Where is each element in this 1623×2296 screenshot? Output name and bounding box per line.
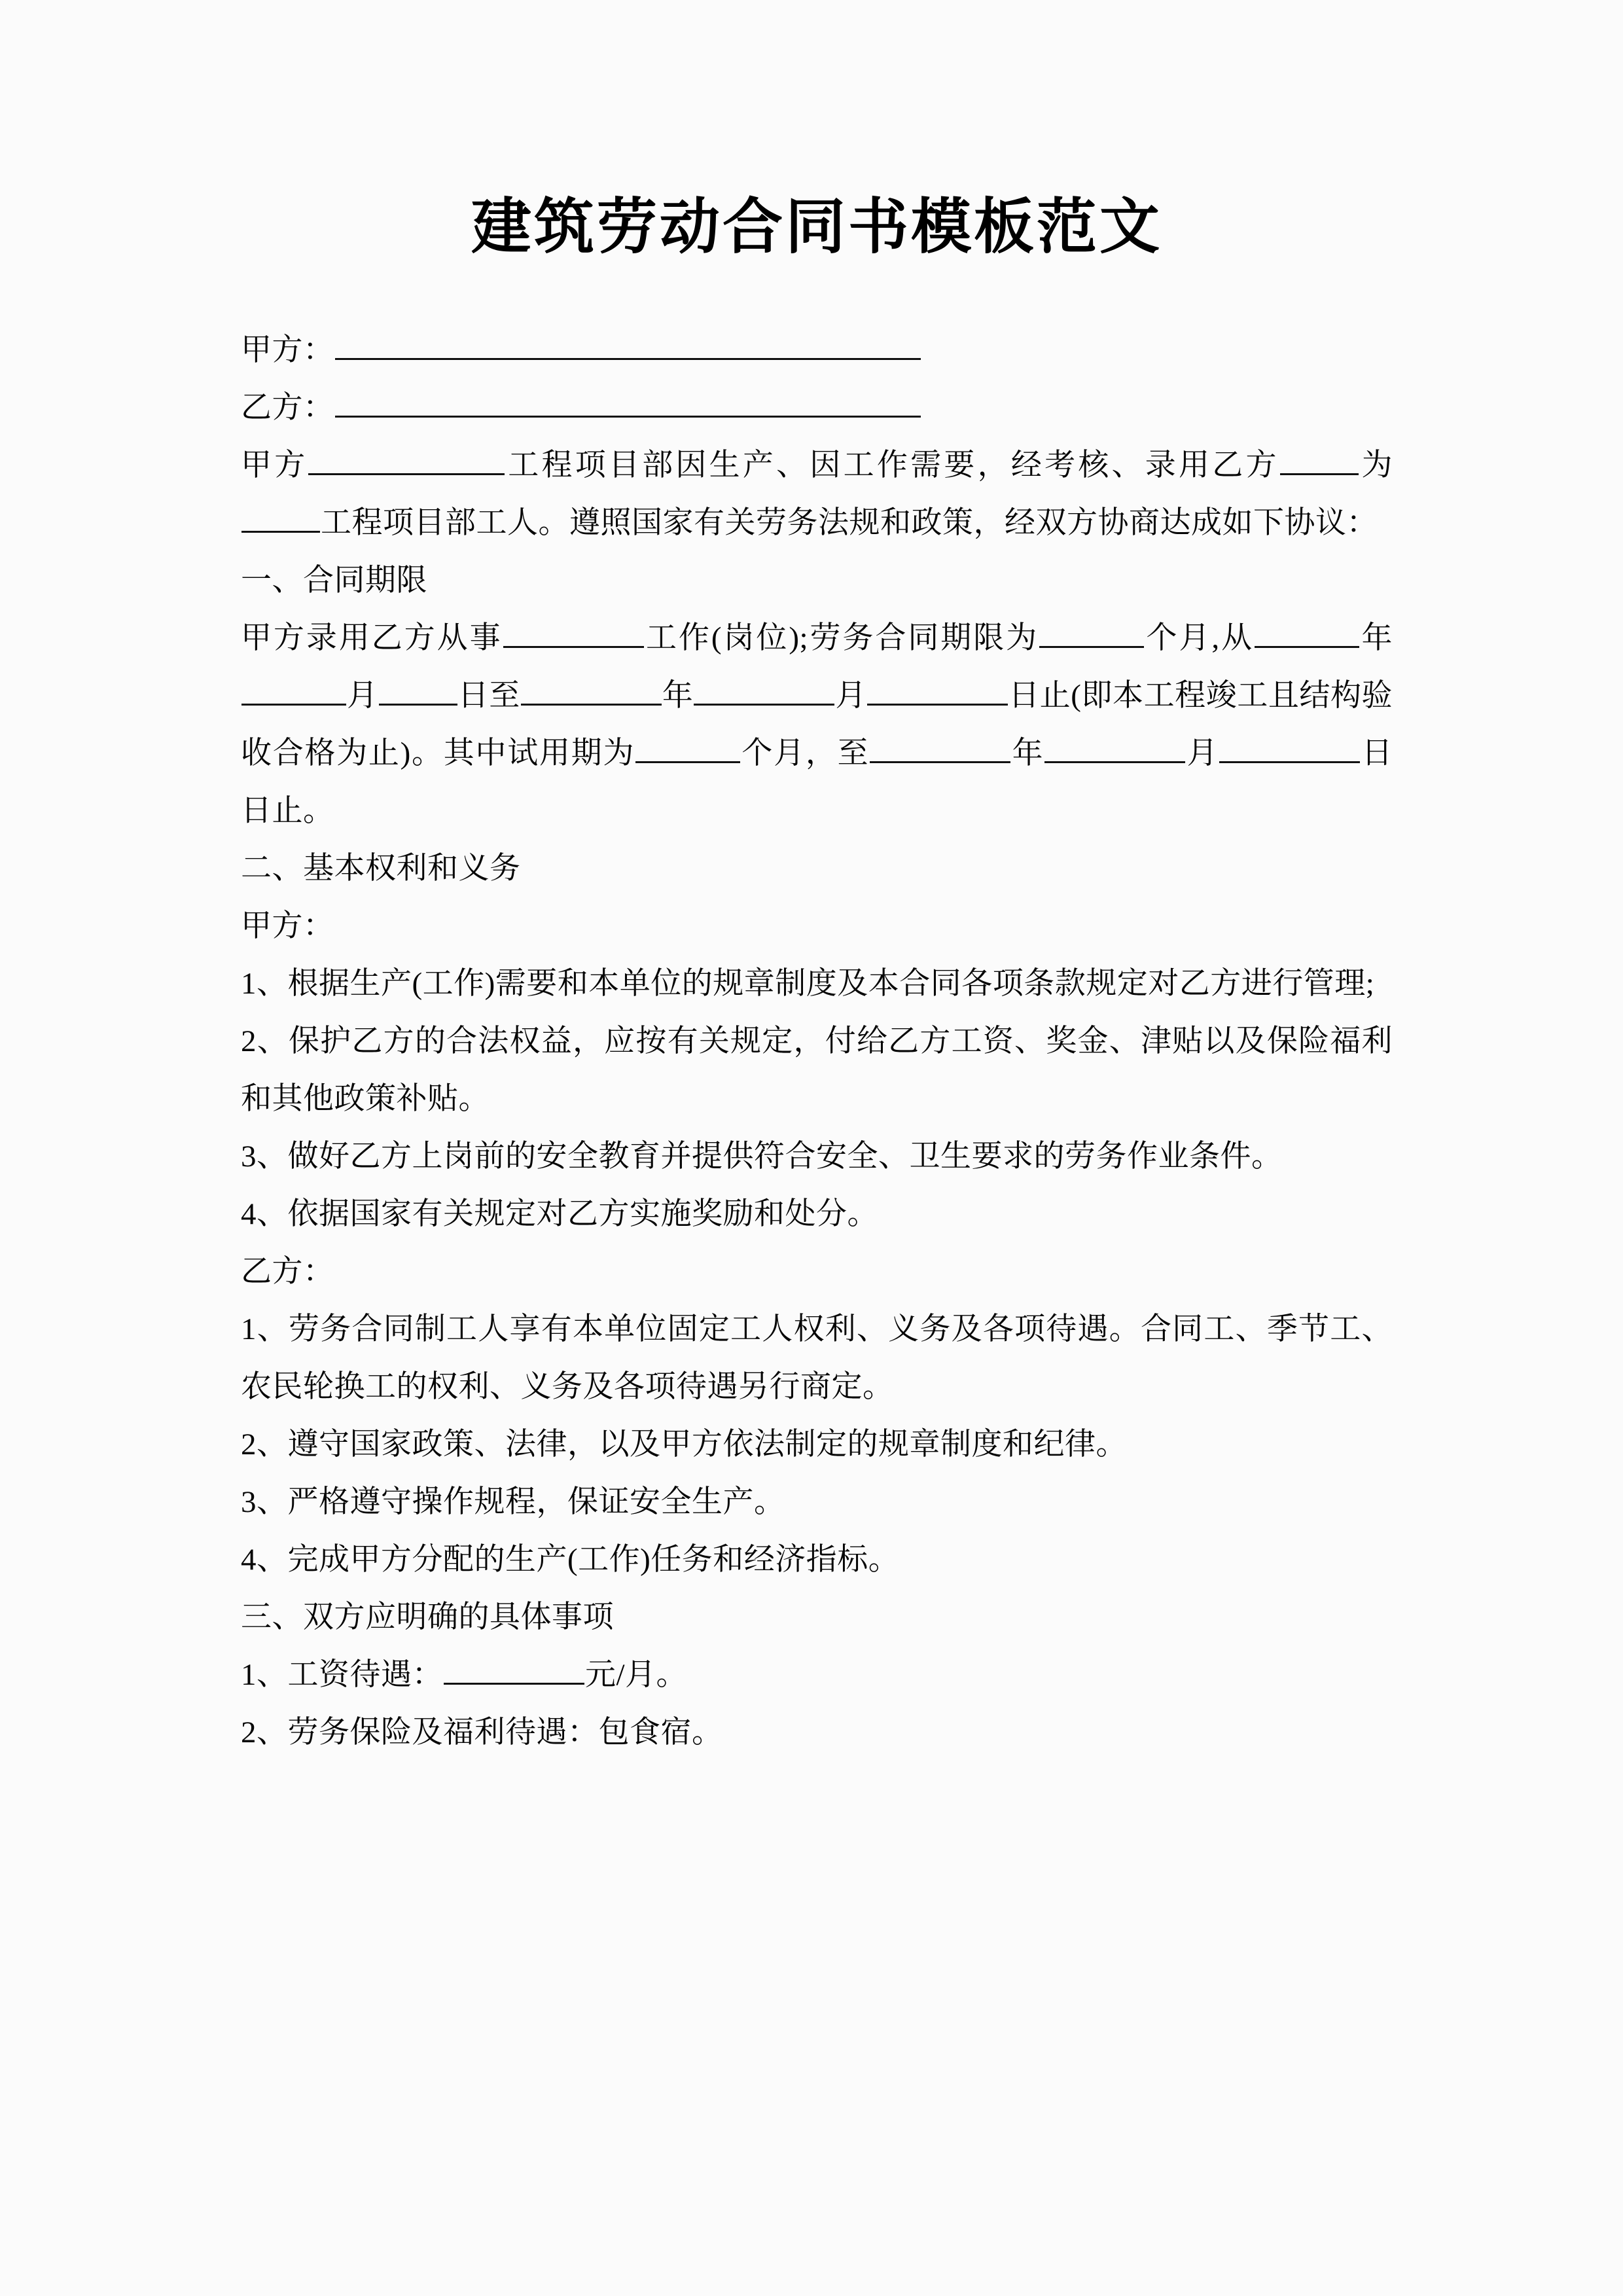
party-b-item-4: 4、完成甲方分配的生产(工作)任务和经济指标。: [241, 1543, 900, 1577]
term-text-1: 甲方录用乙方从事: [241, 621, 503, 655]
term-text-6: 日至: [457, 679, 520, 713]
term-blank-end-month[interactable]: [694, 674, 834, 706]
term-text-12: 月: [1186, 736, 1219, 770]
party-a-signature-line: [241, 321, 1393, 379]
document-body: [241, 0, 1393, 1761]
term-blank-start-month[interactable]: [241, 674, 346, 706]
preamble-text-4: 工程项目部工人。遵照国家有关劳务法规和政策，经双方协商达成如下协议：: [321, 506, 1378, 540]
term-text-13: 日日止。: [241, 736, 1393, 828]
term-blank-probation-year[interactable]: [870, 732, 1010, 763]
term-blank-start-day[interactable]: [379, 674, 457, 706]
term-blank-probation-months[interactable]: [635, 732, 740, 763]
preamble-paragraph: [241, 437, 1393, 552]
preamble-blank-partyb[interactable]: [1280, 444, 1359, 475]
party-a-item-1: 1、根据生产(工作)需要和本单位的规章制度及本合同各项条款规定对乙方进行管理;: [241, 967, 1375, 1001]
preamble-blank-project2[interactable]: [241, 501, 320, 533]
party-b-item-2: 2、遵守国家政策、法律，以及甲方依法制定的规章制度和纪律。: [241, 1427, 1127, 1462]
preamble-text-1: 甲方: [241, 448, 308, 482]
section-heading-2: 二、基本权利和义务: [241, 852, 521, 886]
term-text-2: 工作(岗位);劳务合同期限为: [644, 621, 1039, 655]
term-blank-probation-day[interactable]: [1219, 732, 1360, 763]
term-text-7: 年: [662, 679, 694, 713]
contract-term-paragraph: [241, 609, 1393, 840]
party-b-label: 乙方：: [241, 391, 334, 425]
specifics-item-1: [241, 1646, 1393, 1704]
party-b-item-1: 1、劳务合同制工人享有本单位固定工人权利、义务及各项待遇。合同工、季节工、农民轮换工的权利、义务及各项待遇另行商定。: [241, 1312, 1393, 1404]
section-heading-1: 一、合同期限: [241, 564, 427, 598]
term-blank-probation-month[interactable]: [1044, 732, 1185, 763]
page-title: 建筑劳动合同书模板范文: [471, 194, 1162, 260]
specifics-item-2: 2、劳务保险及福利待遇：包食宿。: [241, 1715, 723, 1749]
preamble-text-2: 工程项目部因生产、因工作需要，经考核、录用乙方: [505, 448, 1279, 482]
term-blank-end-day[interactable]: [867, 674, 1008, 706]
wage-label: 1、工资待遇：: [241, 1658, 443, 1692]
preamble-blank-project[interactable]: [308, 444, 505, 475]
party-b-blank[interactable]: [335, 386, 921, 418]
party-a-blank[interactable]: [335, 329, 921, 360]
term-blank-start-year[interactable]: [1255, 617, 1359, 648]
party-a-item-3: 3、做好乙方上岗前的安全教育并提供符合安全、卫生要求的劳务作业条件。: [241, 1139, 1283, 1174]
party-b-obligations-label: 乙方：: [241, 1255, 334, 1289]
term-text-9: 日止(即本工程竣工且结构验收合格为止)。其中试用期为: [241, 679, 1393, 770]
term-blank-end-year[interactable]: [521, 674, 662, 706]
wage-blank[interactable]: [444, 1653, 584, 1685]
term-text-10: 个月，至: [741, 736, 870, 770]
section-heading-3: 三、双方应明确的具体事项: [241, 1600, 614, 1634]
term-blank-months[interactable]: [1039, 617, 1144, 648]
party-a-label: 甲方：: [241, 333, 334, 367]
wage-unit: 元/月。: [585, 1658, 688, 1692]
term-text-5: 月: [347, 679, 378, 713]
term-text-8: 月: [835, 679, 867, 713]
party-a-obligations-label: 甲方：: [241, 909, 334, 943]
term-text-3: 个月,从: [1145, 621, 1255, 655]
term-text-4: 年: [1360, 621, 1393, 655]
term-blank-job[interactable]: [503, 617, 644, 648]
preamble-text-3: 为: [1359, 448, 1393, 482]
term-text-11: 年: [1011, 736, 1044, 770]
party-a-item-4: 4、依据国家有关规定对乙方实施奖励和处分。: [241, 1197, 878, 1231]
party-b-signature-line: [241, 379, 1393, 437]
party-a-item-2: 2、保护乙方的合法权益，应按有关规定，付给乙方工资、奖金、津贴以及保险福利和其他政策补贴。: [241, 1024, 1393, 1116]
party-b-item-3: 3、严格遵守操作规程，保证安全生产。: [241, 1485, 785, 1519]
